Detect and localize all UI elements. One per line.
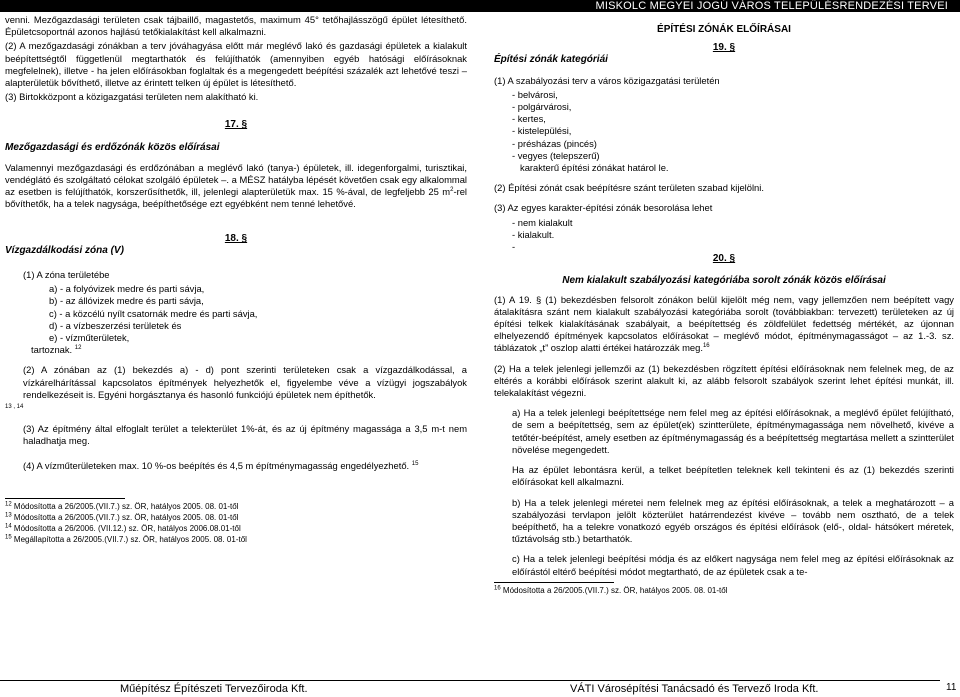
section-number: 20. § (712, 253, 736, 265)
list-item: c) - a közcélú nyílt csatornák medre és parti sávja, (49, 307, 258, 319)
section-heading: Vízgazdálkodási zóna (V) (5, 244, 124, 256)
footnote-number: 16 (494, 585, 501, 592)
paragraph: c) Ha a telek jelenlegi beépítési módja és az előkert nagysága nem felel meg az építési előírásoknak az előírástól eltérő beépítési módot megtartható, de az épületek csak a te- (512, 553, 954, 577)
text: (4) A vízműterületeken max. 10 %-os beépítés és 4,5 m építménymagasság engedélyezhető. (23, 459, 410, 471)
zone-list (5, 283, 467, 344)
footer-rule (0, 680, 940, 681)
text: (1) A 19. § (1) bekezdésben felsorolt zónákon belül kijelölt még nem, vagy jellemzően nem beépített vagy átalakításra szánt nem kialakult szabályozási kategóriába sorolt (továbbiakban: tervezett) területeken az új építési telkek kialakításának szabályait, a beépítettség és zöldfelület fedettség mértékét, az újonnan elhelyezendő építmények kapcsolatos előírásokat – meglévő módot, építménymagasságot – az 1.-3. sz. táblázatok „t” oszlop alatti értékei határozzák meg. (494, 293, 954, 354)
header-title: MISKOLC MEGYEI JOGÚ VÁROS TELEPÜLÉSRENDEZÉSI TERVEI (595, 0, 948, 12)
left-column (5, 14, 467, 545)
section-heading: Mezőgazdasági és erdőzónák közös előírásai (5, 141, 220, 153)
classification-list (494, 217, 954, 254)
paragraph (5, 162, 467, 211)
paragraph: (2) Építési zónát csak beépítésre szánt területen szabad kijelölni. (494, 182, 764, 194)
paragraph (5, 344, 467, 356)
footnote (5, 534, 467, 545)
list-item: - belvárosi, (512, 88, 558, 100)
footnote-text: Módosította a 26/2006. (VII.12.) sz. ÖR, hatályos 2006.08.01-től (13, 523, 241, 533)
list-item: - kistelepülési, (512, 125, 572, 137)
section-heading: Nem kialakult szabályozási kategóriába sorolt zónák közös előírásai (562, 275, 886, 287)
paragraph: (3) Birtokközpont a közigazgatási területen nem alakítható ki. (5, 91, 259, 103)
section-number: 19. § (712, 42, 736, 54)
list-item: - kialakult. (512, 228, 555, 240)
paragraph (5, 460, 467, 472)
zone-category-list (494, 89, 954, 162)
paragraph: karakterű építési zónákat határol le. (520, 162, 669, 174)
chapter-heading: ÉPÍTÉSI ZÓNÁK ELŐÍRÁSAI (657, 24, 791, 35)
list-item: d) - a vízbeszerzési területek és (49, 319, 182, 331)
footnote-text: Módosította a 26/2005.(VII.7.) sz. ÖR, hatályos 2005. 08. 01-től (13, 501, 239, 511)
list-item: b) - az állóvizek medre és parti sávja, (49, 295, 204, 307)
list-item: e) - vízműterületek, (49, 332, 130, 344)
section-number: 17. § (224, 119, 248, 131)
footnote-number: 13 (5, 512, 12, 519)
list-item: - nem kialakult (512, 216, 573, 228)
list-item: - (512, 241, 516, 253)
paragraph: (1) A szabályozási terv a város közigazgatási területén (494, 74, 720, 86)
footnote-number: 15 (5, 534, 12, 541)
footnote (5, 512, 467, 523)
page-number: 11 (946, 682, 957, 693)
list-item: - polgárvárosi, (512, 101, 572, 113)
footnote-number: 14 (5, 523, 12, 530)
paragraph: a) Ha a telek jelenlegi beépítettsége nem felel meg az építési előírásoknak, a meglévő épület felújítható, de sem a beépítettség, sem az épület(ek) szintterülete, építménymagassága nem növelhető, kivéve a tetőtér-beépítést, amely esetben az építménymagasság és a beépítettség megtartása mellett a szintterület növelése megengedett. (512, 407, 954, 455)
section-heading: Építési zónák kategóriái (494, 54, 608, 66)
superscript: 15 (411, 460, 419, 467)
page-header (0, 0, 960, 14)
superscript: 16 (702, 343, 710, 350)
text: -rel bővíthetők, ha a telek nagysága, beépíthetősége ezt egyébként nem tenné lehetővé. (5, 186, 467, 210)
paragraph: venni. Mezőgazdasági területen csak tájbaillő, magastetős, maximum 45° tetőhajlásszögű épület létesíthető. Épületcsoportnál azonos hajlású tetőkialakítást kell alkalmazni. (5, 14, 467, 38)
footer-right-text: VÁTI Városépítési Tanácsadó és Tervező Iroda Kft. (570, 683, 819, 695)
paragraph: b) Ha a telek jelenlegi méretei nem felelnek meg az építési előírásoknak, a telek a meghatározott – a szabályozási tervlapon jelölt közterület határrendezést kivéve – tovább nem osztható, de a telek beépíthető, ha a telekre vonatkozó egyéb országos és építési előírások (elő-, oldal- hátsókert méretek, tűztávolság stb.) betarthatók. (512, 496, 954, 545)
paragraph: (2) A mezőgazdasági zónákban a terv jóváhagyása előtt már meglévő lakó és gazdasági épületek a kialakult beépítettségtől függetlenül megtarthatók és felújíthatók (amennyiben egyéb hatósági előírásoknak megfelelnek), illetve - ha jelen előírásokban foglaltak és a megengedett beépítési százalék azt lehetővé teszi – alapterületük bővíthető, illetve az érintett telken új épület is létesíthető. (5, 40, 467, 89)
footnote (5, 523, 467, 534)
paragraph (494, 294, 954, 355)
superscript: 13 , 14 (5, 403, 24, 410)
superscript: 2 (450, 187, 454, 194)
footnote (494, 585, 954, 596)
paragraph: (3) Az építmény által elfoglalt terület a telekterület 1%-át, és az új építmény magassága a 3,5 m-t nem haladhatja meg. (23, 423, 467, 447)
footnote (5, 501, 467, 512)
paragraph: (3) Az egyes karakter-építési zónák besorolása lehet (494, 202, 713, 214)
footnote-separator (5, 498, 125, 499)
list-item: - kertes, (512, 113, 546, 125)
footnote-text: Megállapította a 26/2005.(VII.7.) sz. ÖR, hatályos 2005. 08. 01-től (13, 534, 247, 544)
list-item: - vegyes (telepszerű) (512, 149, 600, 161)
paragraph (5, 403, 467, 415)
list-item: a) - a folyóvizek medre és parti sávja, (49, 283, 205, 295)
paragraph: (1) A zóna területébe (23, 269, 110, 281)
section-number: 18. § (224, 232, 248, 244)
text: tartoznak. (31, 344, 73, 356)
list-item: - présházas (pincés) (512, 137, 597, 149)
superscript: 12 (74, 345, 82, 352)
right-column (494, 14, 954, 596)
page-footer (0, 680, 960, 697)
footnote-text: Módosította a 26/2005.(VII.7.) sz. ÖR, hatályos 2005. 08. 01-től (13, 512, 239, 522)
paragraph: Ha az épület lebontásra kerül, a telket beépítetlen teleknek kell tekinteni és az (1) bekezdés szerinti előírásokat kell alkalmazni. (512, 464, 954, 488)
paragraph: (2) A zónában az (1) bekezdés a) - d) pont szerinti területeken csak a vízgazdálkodással, a vízkárelhárítással kapcsolatos építmények helyezhetők el, figyelembe véve a vízügyi jogszabályok rendelkezéseit is. Egyéni horgásztanya és hasonló funkciójú épületek nem építhetők. (23, 364, 467, 400)
footnote-number: 12 (5, 501, 12, 508)
footer-left-text: Műépítész Építészeti Tervezőiroda Kft. (120, 683, 308, 695)
paragraph: (2) Ha a telek jelenlegi jellemzői az (1) bekezdésben rögzített építési előírásoknak nem felelnek meg, de az eltérés a korábbi előírások szerint alakult ki, az alább felsorolt szabályok szerint lehet építési munkát, ill. telekalakítást végezni. (494, 362, 954, 399)
footnote-text: Módosította a 26/2005.(VII.7.) sz. ÖR, hatályos 2005. 08. 01-től (502, 585, 728, 595)
text: Valamennyi mezőgazdasági és erdőzónában a meglévő lakó (tanya-) épületek, ill. idegenforgalmi, turisztikai, vendéglátó és szolgáltató célokat szolgáló épületek –. a MÉSZ hatályba lépését követően csak egy alkalommal az esetben is felújíthatók, korszerűsíthetők, ill, jelenlegi alapterületük max. 15 %-ával, de legfeljebb 25 m (5, 161, 467, 198)
footnote-separator (494, 582, 614, 583)
